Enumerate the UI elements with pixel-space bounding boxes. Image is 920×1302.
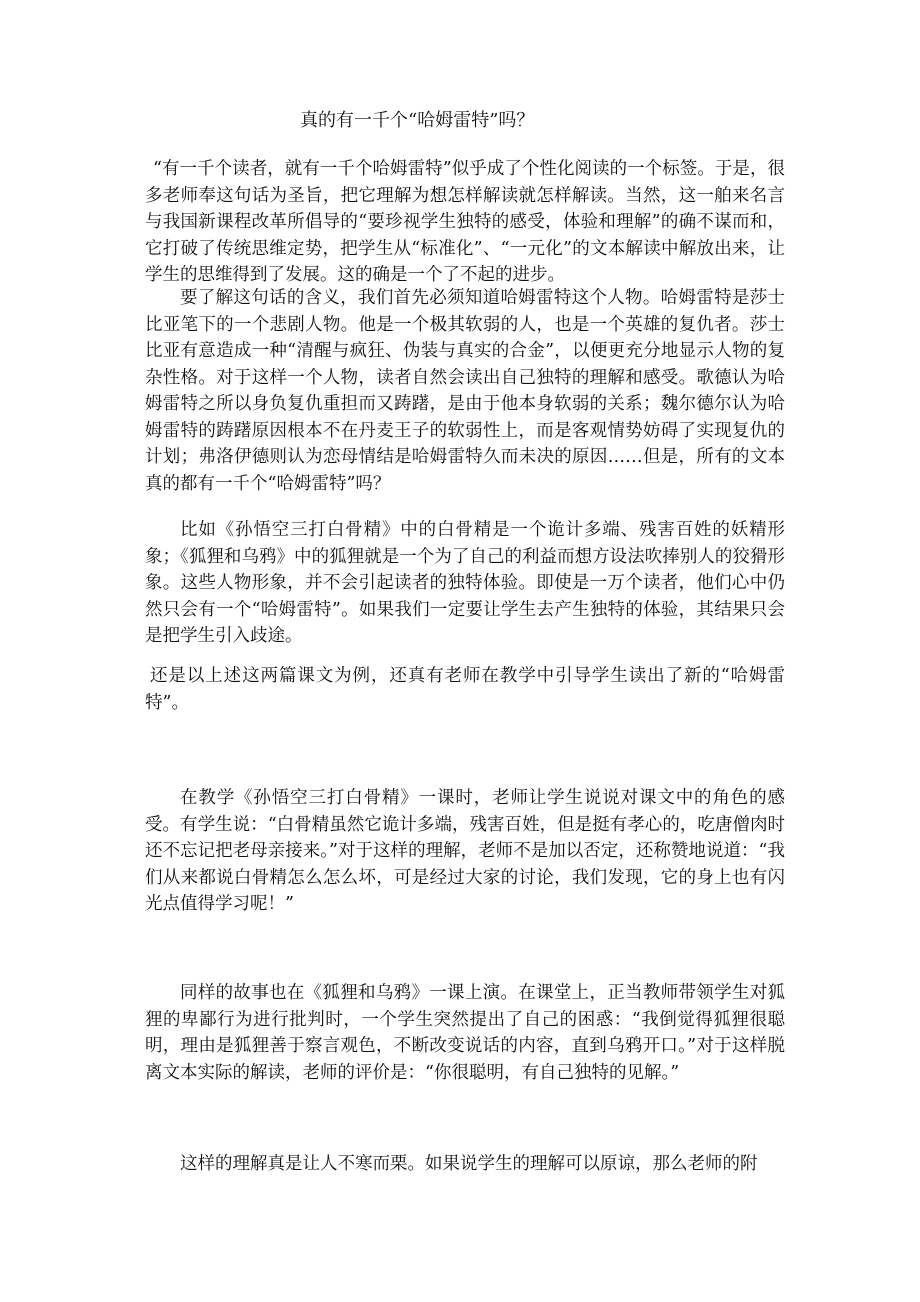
paragraph-4: 还是以上述这两篇课文为例，还真有老师在教学中引导学生读出了新的“哈姆雷特”。 bbox=[145, 666, 785, 713]
document-title: 真的有一千个“哈姆雷特”吗？ bbox=[300, 110, 535, 131]
paragraph-3: 比如《孙悟空三打白骨精》中的白骨精是一个诡计多端、残害百姓的妖精形象；《狐狸和乌鸦》中的狐狸就是一个为了自己的利益而想方设法吹捧别人的狡猾形象。这些人物形象，并不会引起读者的独特体验。即使是一万个读者，他们心中仍然只会有一个“哈姆雷特”。如果我们一定要让学生去产生独特的体验，其结果只会是把学生引入歧途。 bbox=[145, 520, 785, 646]
paragraph-7: 这样的理解真是让人不寒而栗。如果说学生的理解可以原谅，那么老师的附 bbox=[180, 1154, 758, 1174]
paragraph-6: 同样的故事也在《狐狸和乌鸦》一课上演。在课堂上，正当教师带领学生对狐狸的卑鄙行为进行批判时，一个学生突然提出了自己的困惑：“我倒觉得狐狸很聪明，理由是狐狸善于察言观色，不断改变说话的内容，直到乌鸦开口。”对于这样脱离文本实际的解读，老师的评价是：“你很聪明，有自己独特的见解。” bbox=[145, 983, 785, 1083]
paragraph-2: 要了解这句话的含义，我们首先必须知道哈姆雷特这个人物。哈姆雷特是莎士比亚笔下的一个悲剧人物。他是一个极其软弱的人，也是一个英雄的复仇者。莎士比亚有意造成一种“清醒与疯狂、伪装与真实的合金”，以便更充分地显示人物的复杂性格。对于这样一个人物，读者自然会读出自己独特的理解和感受。歌德认为哈姆雷特之所以身负复仇重担而又踌躇，是由于他本身软弱的关系；魏尔德尔认为哈姆雷特的踌躇原因根本不在丹麦王子的软弱性上，而是客观情势妨碍了实现复仇的计划；弗洛伊德则认为恋母情结是哈姆雷特久而未决的原因……但是，所有的文本真的都有一千个“哈姆雷特”吗？ bbox=[145, 288, 785, 494]
paragraph-5: 在教学《孙悟空三打白骨精》一课时，老师让学生说说对课文中的角色的感受。有学生说：“白骨精虽然它诡计多端，残害百姓，但是挺有孝心的，吃唐僧肉时还不忘记把老母亲接来。”对于这样的理解，老师不是加以否定，还称赞地说道：“我们从来都说白骨精怎么怎么坏，可是经过大家的讨论，我们发现，它的身上也有闪光点值得学习呢！” bbox=[145, 788, 785, 914]
paragraph-1: “有一千个读者，就有一千个哈姆雷特”似乎成了个性化阅读的一个标签。于是，很多老师奉这句话为圣旨，把它理解为想怎样解读就怎样解读。当然，这一舶来名言与我国新课程改革所倡导的“要珍视学生独特的感受，体验和理解”的确不谋而和，它打破了传统思维定势，把学生从“标准化”、“一元化”的文本解读中解放出来，让学生的思维得到了发展。这的确是一个了不起的进步。 bbox=[145, 159, 785, 285]
